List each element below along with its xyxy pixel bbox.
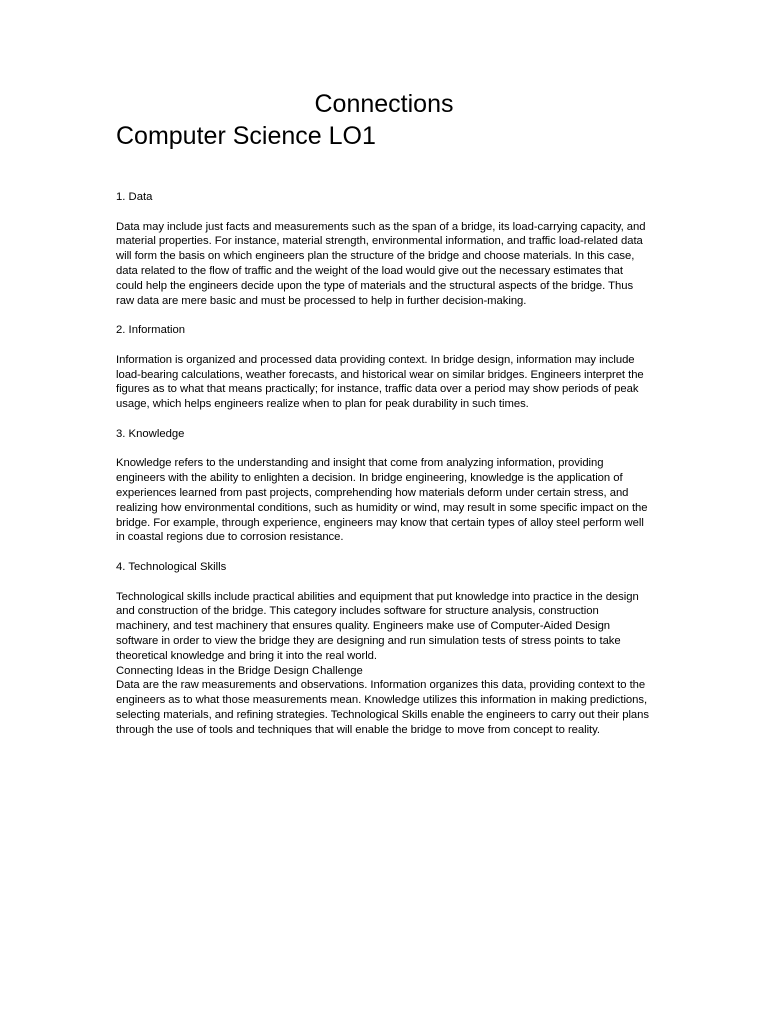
section-body: Data may include just facts and measurements such as the span of a bridge, its load-carrying capacity, and material properties. For instance, material strength, environmental information, and traffic load-related data will form the basis on which engineers plan the structure of the bridge and choose materials. In this case, data related to the flow of traffic and the weight of the load would give out the necessary estimates that could help the engineers decide upon the type of materials and the structural aspects of the bridge. Thus raw data are mere basic and must be processed to help in further decision-making.	[116, 220, 646, 307]
section-heading: 1. Data	[116, 191, 153, 203]
document-page	[116, 88, 652, 752]
section-technological-skills	[116, 560, 652, 664]
section-body: Knowledge refers to the understanding and insight that come from analyzing information, providing engineers with the ability to enlighten a decision. In bridge engineering, knowledge is the application of experiences learned from past projects, comprehending how materials deform under certain stress, and realizing how environmental conditions, such as humidity or wind, may result in some specific impact on the bridge. For example, through experience, engineers may know that certain types of alloy steel perform well in coastal regions due to corrosion resistance.	[116, 457, 648, 544]
closing-body: Data are the raw measurements and observations. Information organizes this data, providing context to the engineers as to what those measurements mean. Knowledge utilizes this information in making predictions, selecting materials, and refining strategies. Technological Skills enable the engineers to carry out their plans through the use of tools and techniques that will enable the bridge to move from concept to reality.	[116, 679, 649, 736]
document-subtitle: Computer Science LO1	[116, 122, 376, 150]
section-body: Technological skills include practical abilities and equipment that put knowledge into practice in the design and construction of the bridge. This category includes software for structure analysis, construction machinery, and test machinery that ensures quality. Engineers make use of Computer-Aided Design software in order to view the bridge they are designing and run simulation tests of stress points to take theoretical knowledge and bring it into the real world.	[116, 590, 639, 662]
section-heading: 4. Technological Skills	[116, 560, 227, 573]
section-body: Information is organized and processed data providing context. In bridge design, information may include load-bearing calculations, weather forecasts, and historical wear on similar bridges. Engineers interpret the figures as to what that means practically; for instance, traffic data over a period may show periods of peak usage, which helps engineers realize when to plan for peak durability in such times.	[116, 353, 644, 411]
document-title: Connections	[314, 90, 454, 118]
section-information	[116, 323, 652, 412]
section-heading: 3. Knowledge	[116, 427, 185, 440]
section-data	[116, 190, 652, 308]
closing-heading: Connecting Ideas in the Bridge Design Challenge	[116, 664, 363, 677]
section-heading: 2. Information	[116, 324, 186, 337]
section-connecting-ideas	[116, 664, 652, 738]
section-knowledge	[116, 427, 652, 545]
